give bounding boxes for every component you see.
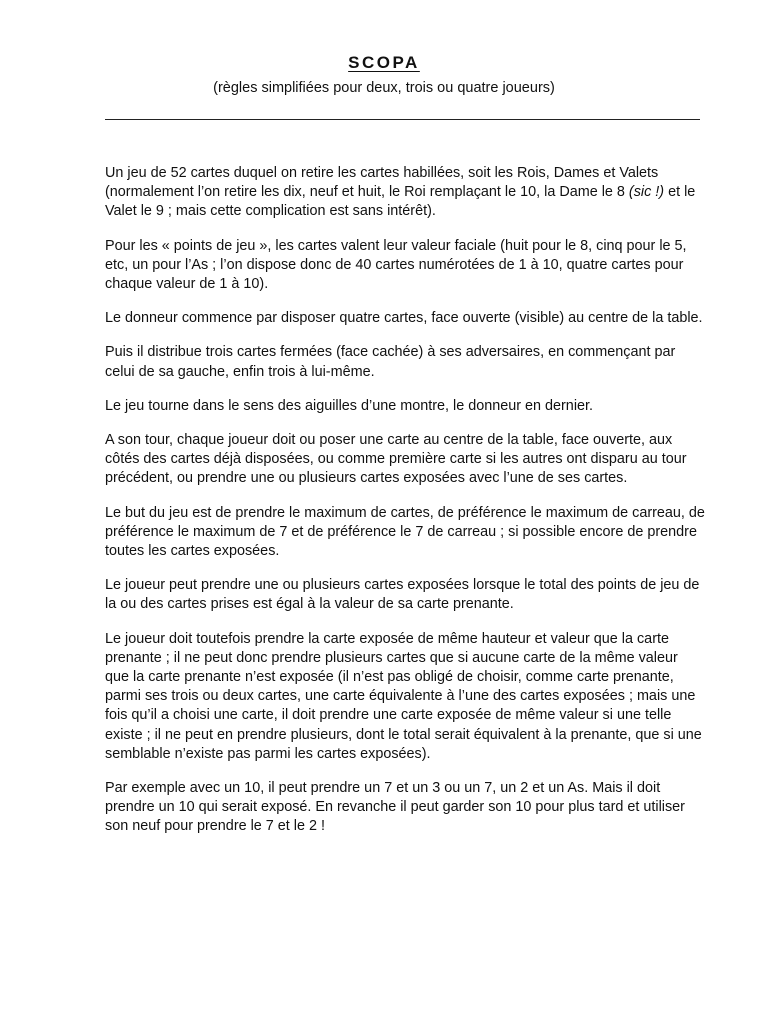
sic-emphasis: (sic !) [628,184,665,201]
paragraph-same-value-rule: Le joueur doit toutefois prendre la carte exposée de même hauteur et valeur que la carte prenante ; il ne peut donc prendre plusieurs cartes que si aucune carte de la même valeur que la carte prenante n’est exposée (il n’est pas obligé de choisir, comme carte prenante, parmi ses trois ou deux cartes, une carte équivalente à l’une des cartes exposées ; mais une fois qu’il a choisi une carte, il doit prendre une carte exposée de même valeur si une telle existe ; il ne peut en prendre plusieurs, dont le total serait équivalent à la prenante, que si une semblable n’existe pas parmi les cartes exposées). [105,630,702,762]
page-title: SCOPA [348,53,420,72]
paragraph-taking-rule: Le joueur peut prendre une ou plusieurs cartes exposées lorsque le total des points de jeu de la ou des cartes prises est égal à la valeur de sa carte prenante. [105,577,700,613]
rules-body [105,164,705,852]
paragraph-turn-order: Le jeu tourne dans le sens des aiguilles d’une montre, le donneur en dernier. [105,397,594,414]
title-divider [105,119,700,120]
paragraph-card-values: Pour les « points de jeu », les cartes valent leur valeur faciale (huit pour le 8, cinq pour le 5, etc, un pour l’As ; l’on dispose donc de 40 cartes numérotées de 1 à 10, quatre cartes pour chaque valeur de 1 à 10). [105,237,687,293]
page-subtitle: (règles simplifiées pour deux, trois ou quatre joueurs) [213,80,555,96]
paragraph-example: Par exemple avec un 10, il peut prendre un 7 et un 3 ou un 7, un 2 et un As. Mais il doit prendre un 10 qui serait exposé. En revanche il peut garder son 10 pour plus tard et utiliser son neuf pour prendre le 7 et le 2 ! [105,780,685,835]
paragraph-player-turn: A son tour, chaque joueur doit ou poser une carte au centre de la table, face ouverte, aux côtés des cartes déjà disposées, ou comme première carte si les autres ont disparu au tour précédent, ou prendre une ou plusieurs cartes exposées avec l’une de ses cartes. [105,432,687,487]
paragraph-deck-text-after: et le Valet le 9 ; mais cette complication est sans intérêt). [105,184,696,220]
paragraph-deck [105,164,705,222]
paragraph-deck-text-before: Un jeu de 52 cartes duquel on retire les cartes habillées, soit les Rois, Dames et Valets (normalement l’on retire les dix, neuf et huit, le Roi remplaçant le 10, la Dame le 8 [105,165,659,201]
paragraph-goal: Le but du jeu est de prendre le maximum de cartes, de préférence le maximum de carreau, de préférence le maximum de 7 et de préférence le 7 de carreau ; si possible encore de prendre toutes les cartes exposées. [105,504,705,560]
paragraph-distribution: Puis il distribue trois cartes fermées (face cachée) à ses adversaires, en commençant par celui de sa gauche, enfin trois à lui-même. [105,344,676,380]
paragraph-dealer-start: Le donneur commence par disposer quatre cartes, face ouverte (visible) au centre de la table. [105,310,703,327]
